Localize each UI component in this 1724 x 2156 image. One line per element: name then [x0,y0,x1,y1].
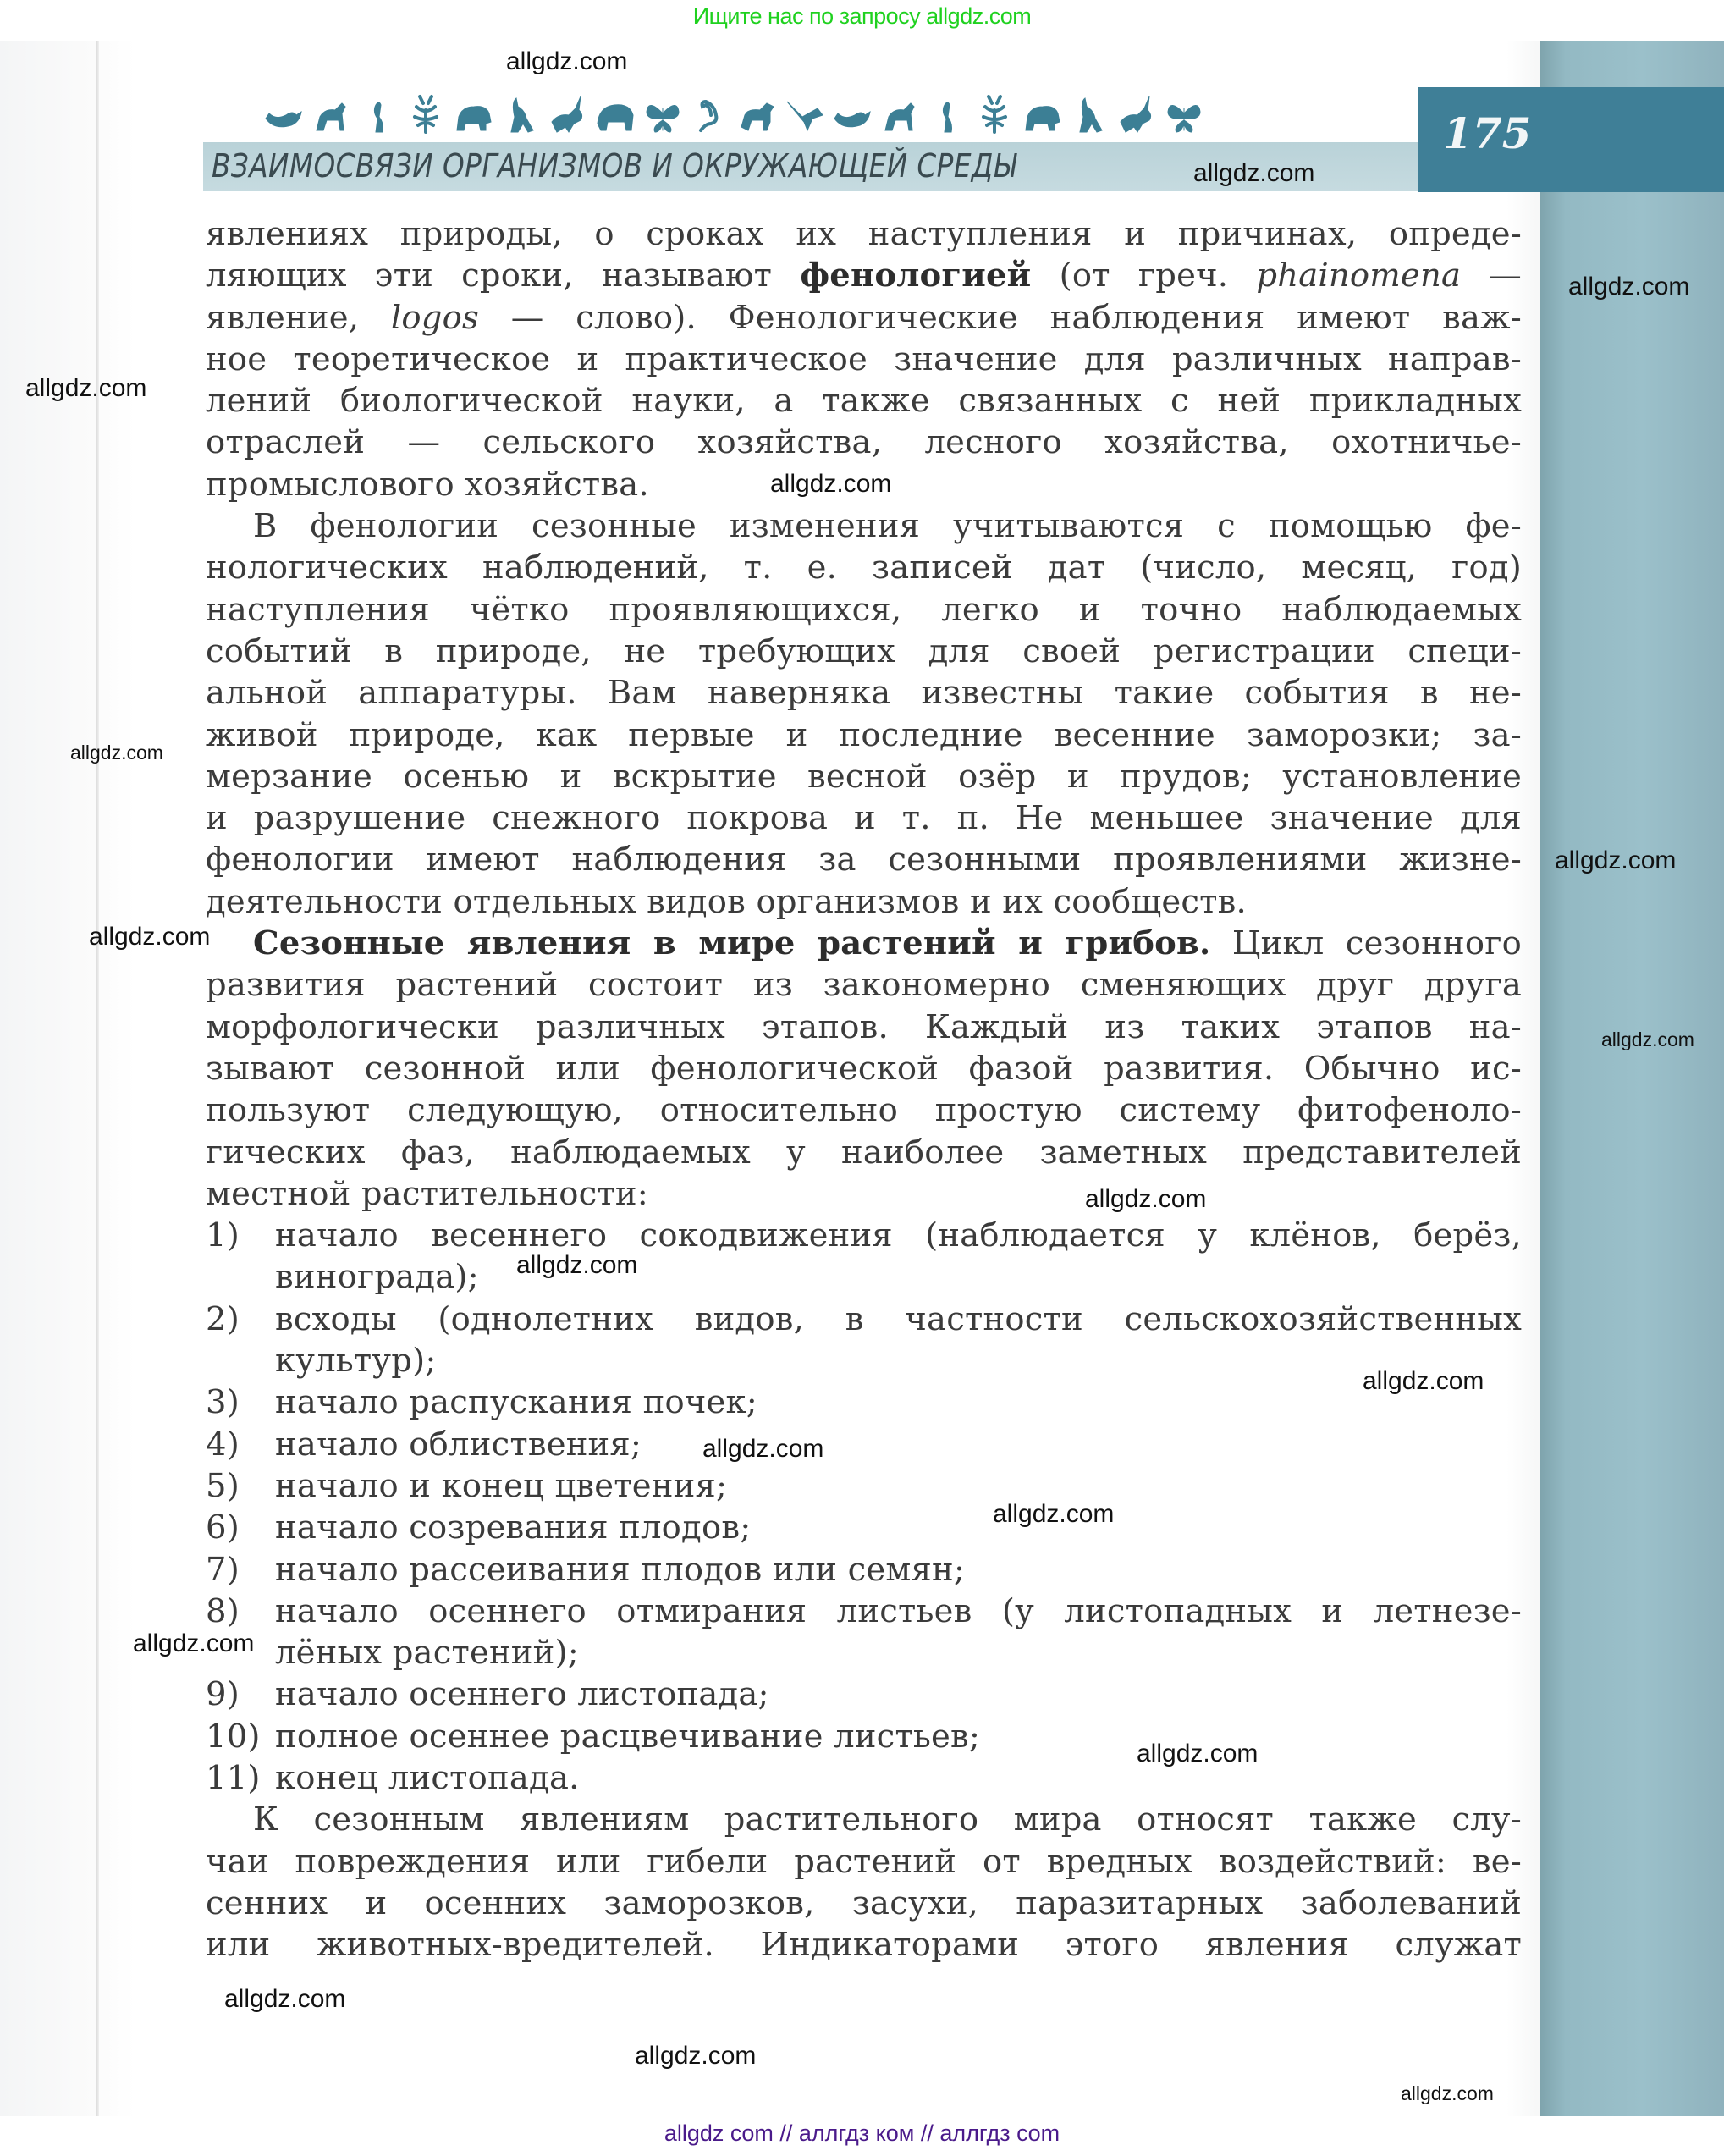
text-span: ляющих эти сроки, называют [206,256,801,295]
text-line: развития растений состоит из закономерно сменяющих друг друга [206,966,1522,1005]
list-text: культур); [275,1342,437,1381]
list-text: начало облиствения; [275,1425,642,1464]
search-banner[interactable]: Ищите нас по запросу allgdz.com [692,3,1032,29]
text-line: явлениях природы, о сроках их наступления и причинах, опреде- [206,215,1522,253]
list-item [206,1591,1522,1632]
bison-icon [1021,93,1063,135]
page-edge-color-strip [1540,41,1724,2116]
whale-icon [831,93,873,135]
watermark: allgdz.com [1555,846,1677,874]
page-gutter-fold [96,41,99,2116]
list-text: начало распускания почек; [275,1383,757,1422]
text-line: пользуют следующую, относительно простую систему фитофеноло- [206,1091,1522,1130]
text-line: отраслей — сельского хозяйства, лесного хозяйства, охотничье- [206,423,1522,462]
section-heading: Сезонные явления в мире растений и грибов. [253,924,1211,963]
list-number: 9) [206,1675,240,1714]
watermark: allgdz.com [506,47,628,75]
watermark: allgdz.com [1137,1740,1259,1767]
text-span: явление, [206,298,391,337]
list-item [206,1215,1522,1256]
text-line: сенних и осенних заморозков, засухи, паразитарных заболеваний [206,1883,1522,1922]
watermark: allgdz.com [635,2042,757,2070]
text-line: местной растительности: [206,1174,648,1213]
term-phainomena: phainomena [1256,256,1462,295]
gnu-icon [310,93,352,135]
text-span: — [1461,256,1522,295]
list-text: всходы (однолетних видов, в частности сельскохозяйственных [275,1299,1522,1338]
text-span: Цикл сезонного [1210,924,1523,963]
list-number: 1) [206,1216,240,1255]
list-number: 7) [206,1550,240,1589]
watermark: allgdz.com [25,374,147,402]
term-logos: logos [390,298,479,337]
whale-icon [262,93,305,135]
list-item [206,1424,1522,1465]
list-item [206,1716,1522,1757]
paragraph-seasonal-plant-phenomena [206,923,1522,1215]
watermark: allgdz.com [1085,1185,1207,1213]
list-item [206,1465,1522,1507]
list-text: начало весеннего сокодвижения (наблюдается у клёнов, берёз, [275,1216,1522,1255]
list-number: 2) [206,1299,240,1338]
watermark: allgdz.com [770,470,892,498]
antelope-icon [1115,93,1158,135]
bird-icon [926,93,968,135]
animal-silhouette-frieze [262,91,1405,135]
list-number: 3) [206,1383,240,1422]
list-number: 10) [206,1717,261,1756]
text-line: событий в природе, не требующих для своей регистрации специ- [206,631,1522,670]
text-line: и разрушение снежного покрова и т. п. Не меньшее значение для [206,799,1522,838]
watermark: allgdz.com [1568,273,1690,301]
text-line: альной аппаратуры. Вам наверняка известны такие события в не- [206,674,1522,713]
term-phenology: фенологией [800,256,1032,295]
text-line: наступления чётко проявляющихся, легко и точно наблюдаемых [206,590,1522,629]
paragraph-phenology-definition [206,213,1522,505]
footer-links[interactable]: allgdz com // аллгдз ком // аллгдз com [664,2120,1060,2146]
list-item-continuation [206,1256,1522,1298]
list-item [206,1757,1522,1799]
watermark: allgdz.com [1401,2082,1494,2104]
watermark: allgdz.com [89,923,211,951]
watermark: allgdz.com [993,1500,1115,1528]
swallow-icon [784,93,826,135]
text-line: промыслового хозяйства. [206,465,649,504]
text-line: живой природе, как первые и последние весенние заморозки; за- [206,715,1522,754]
list-item-continuation [206,1632,1522,1674]
text-line: или животных-вредителей. Индикаторами этого явления служат [206,1926,1522,1965]
insect-icon [973,93,1016,135]
list-text: начало созревания плодов; [275,1508,752,1547]
watermark: allgdz.com [702,1435,824,1463]
text-line: В фенологии сезонные изменения учитываются с помощью фе- [253,507,1522,546]
watermark: allgdz.com [1363,1367,1484,1395]
insect-icon [405,93,447,135]
watermark: allgdz.com [70,742,163,764]
list-text: конец листопада. [275,1758,580,1797]
bird-icon [357,93,399,135]
butterfly-icon [1163,93,1205,135]
list-text: начало и конец цветения; [275,1466,728,1505]
chapter-title: ВЗАИМОСВЯЗИ ОРГАНИЗМОВ И ОКРУЖАЮЩЕЙ СРЕДЫ [212,147,1017,185]
list-text: лёных растений); [275,1634,579,1673]
list-item [206,1507,1522,1548]
list-text: полное осеннее расцвечивание листьев; [275,1717,981,1756]
page-number: 175 [1443,108,1532,158]
text-line: К сезонным явлениям растительного мира относят также слу- [253,1800,1522,1839]
watermark: allgdz.com [133,1629,255,1657]
watermark: allgdz.com [224,1985,346,2013]
text-span: — слово). Фенологические наблюдения имеют важ- [478,298,1522,337]
watermark: allgdz.com [1193,159,1315,187]
buffalo-icon [594,93,636,135]
text-line [206,297,1522,339]
text-line: мерзание осенью и вскрытие весной озёр и прудов; установление [206,757,1522,796]
list-item [206,1299,1522,1340]
paragraph-damage-phenomena [206,1799,1522,1966]
list-number: 5) [206,1466,240,1505]
list-text: начало осеннего отмирания листьев (у листопадных и летнезе- [275,1591,1522,1630]
text-line: чаи повреждения или гибели растений от вредных воздействий: ве- [206,1842,1522,1881]
text-line [206,923,1522,964]
list-item [206,1381,1522,1423]
text-line: деятельности отдельных видов организмов и их сообществ. [206,882,1247,921]
text-line [206,255,1522,296]
text-line: морфологически различных этапов. Каждый из таких этапов на- [206,1007,1522,1046]
horse-icon [736,93,779,135]
paragraph-phenological-observations [206,505,1522,923]
butterfly-icon [642,93,684,135]
list-item-continuation [206,1340,1522,1381]
text-span: (от греч. [1031,256,1257,295]
list-text: начало рассеивания плодов или семян; [275,1550,966,1589]
list-number: 6) [206,1508,240,1547]
text-line: зывают сезонной или фенологической фазой развития. Обычно ис- [206,1049,1522,1088]
list-number: 4) [206,1425,240,1464]
scorpion-icon [689,93,731,135]
list-number: 8) [206,1591,240,1630]
text-line: лений биологической науки, а также связанных с ней прикладных [206,382,1522,421]
list-text: винограда); [275,1258,479,1297]
antelope-icon [547,93,589,135]
text-line: гических фаз, наблюдаемых у наиболее заметных представителей [206,1133,1522,1172]
list-item [206,1674,1522,1715]
list-text: начало осеннего листопада; [275,1675,769,1714]
phenological-phases-list [206,1215,1522,1799]
text-line: ное теоретическое и практическое значение для различных направ- [206,339,1522,378]
gnu-icon [879,93,921,135]
list-item [206,1549,1522,1591]
watermark: allgdz.com [1601,1028,1694,1050]
text-line: фенологии имеют наблюдения за сезонными проявлениями жизне- [206,841,1522,879]
cat-icon [1068,93,1110,135]
text-line: нологических наблюдений, т. е. записей дат (число, месяц, год) [206,549,1522,587]
cat-icon [499,93,542,135]
watermark: allgdz.com [516,1251,638,1279]
bison-icon [452,93,494,135]
list-number: 11) [206,1758,261,1797]
